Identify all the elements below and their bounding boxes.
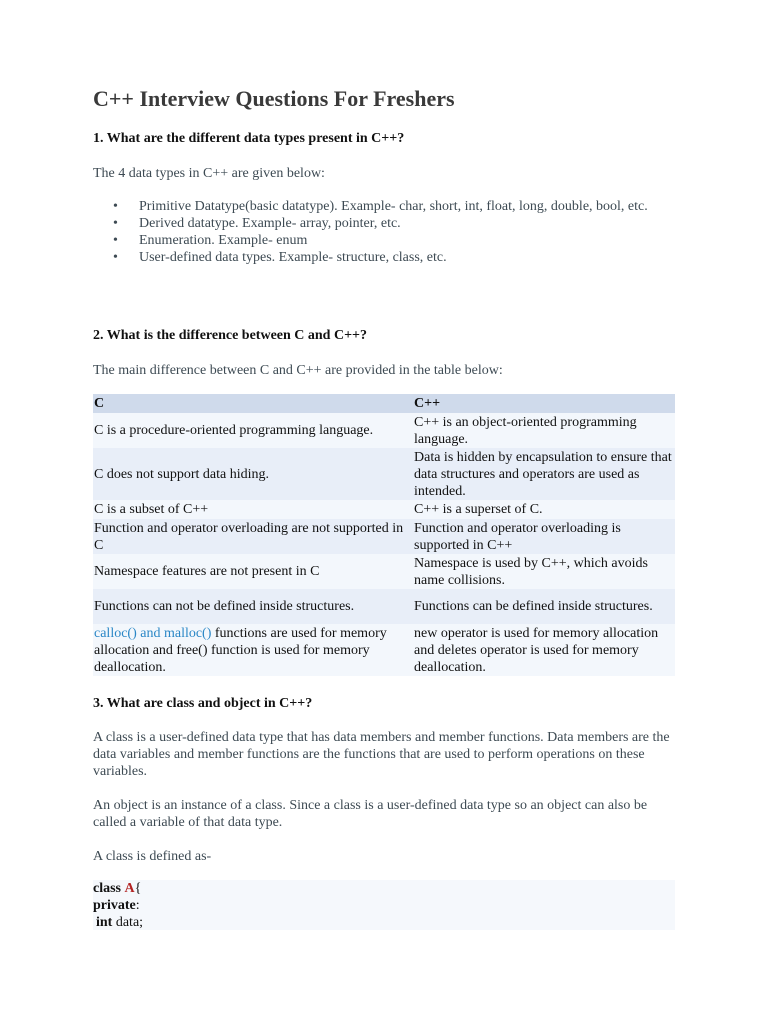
calloc-malloc-link[interactable]: calloc() and malloc() bbox=[94, 625, 212, 641]
code-keyword: int bbox=[96, 915, 113, 930]
list-item-text: Primitive Datatype(basic datatype). Example- char, short, int, float, long, double, bool, etc. bbox=[139, 199, 648, 214]
table-cell: new operator is used for memory allocation and deletes operator is used for memory deallocation. bbox=[413, 624, 675, 676]
list-item-text: Derived datatype. Example- array, pointer, etc. bbox=[139, 216, 401, 231]
question-1-intro: The 4 data types in C++ are given below: bbox=[93, 166, 325, 181]
table-cell-text: functions are used for memory allocation and free() function is used for memory deallocation. bbox=[94, 625, 387, 675]
class-syntax-intro: A class is defined as- bbox=[93, 849, 212, 864]
table-cell: Function and operator overloading is supported in C++ bbox=[413, 519, 675, 554]
table-cell: C is a subset of C++ bbox=[93, 500, 413, 519]
list-item-text: Enumeration. Example- enum bbox=[139, 233, 308, 248]
column-header-cpp: C++ bbox=[413, 394, 675, 413]
code-text: data; bbox=[112, 915, 144, 930]
table-cell: C is a procedure-oriented programming language. bbox=[93, 413, 413, 448]
table-cell bbox=[93, 624, 413, 676]
list-item bbox=[93, 215, 653, 232]
table-cell: Namespace is used by C++, which avoids name collisions. bbox=[413, 554, 675, 589]
code-text: { bbox=[134, 881, 142, 896]
code-line bbox=[93, 914, 675, 931]
table-row bbox=[93, 448, 675, 500]
code-line bbox=[93, 880, 675, 897]
table-cell: Functions can not be defined inside structures. bbox=[93, 589, 413, 624]
table-row bbox=[93, 500, 675, 519]
table-row bbox=[93, 519, 675, 554]
comparison-table bbox=[93, 394, 675, 676]
code-text: : bbox=[135, 898, 140, 913]
bullet-icon: • bbox=[113, 216, 118, 231]
code-keyword: class bbox=[93, 881, 121, 896]
list-item bbox=[93, 232, 653, 249]
table-row bbox=[93, 589, 675, 624]
table-row bbox=[93, 554, 675, 589]
table-row bbox=[93, 413, 675, 448]
column-header-c: C bbox=[93, 394, 413, 413]
table-cell: C does not support data hiding. bbox=[93, 448, 413, 500]
table-cell: C++ is an object-oriented programming language. bbox=[413, 413, 675, 448]
table-cell: Functions can be defined inside structures. bbox=[413, 589, 675, 624]
table-cell: Data is hidden by encapsulation to ensure that data structures and operators are used as intended. bbox=[413, 448, 675, 500]
list-item-text: User-defined data types. Example- structure, class, etc. bbox=[139, 250, 447, 265]
list-item bbox=[93, 249, 653, 266]
question-3-heading: 3. What are class and object in C++? bbox=[93, 696, 313, 711]
page-title: C++ Interview Questions For Freshers bbox=[93, 86, 455, 111]
list-item bbox=[93, 198, 653, 215]
class-definition-paragraph: A class is a user-defined data type that has data members and member functions. Data members are the data variables and member functions are the functions that are used to perform operations on these variables. bbox=[93, 730, 670, 779]
code-class-name: A bbox=[124, 881, 135, 896]
object-definition-paragraph: An object is an instance of a class. Since a class is a user-defined data type so an object can also be called a variable of that data type. bbox=[93, 798, 648, 830]
table-cell: C++ is a superset of C. bbox=[413, 500, 675, 519]
bullet-icon: • bbox=[113, 199, 118, 214]
question-2-heading: 2. What is the difference between C and C++? bbox=[93, 328, 368, 343]
question-1-heading: 1. What are the different data types present in C++? bbox=[93, 131, 405, 146]
data-types-list bbox=[93, 198, 653, 266]
bullet-icon: • bbox=[113, 250, 118, 265]
code-block bbox=[93, 880, 675, 930]
code-line bbox=[93, 897, 675, 914]
table-header-row bbox=[93, 394, 675, 413]
table-cell: Function and operator overloading are not supported in C bbox=[93, 519, 413, 554]
bullet-icon: • bbox=[113, 233, 118, 248]
table-row bbox=[93, 624, 675, 676]
question-2-intro: The main difference between C and C++ are provided in the table below: bbox=[93, 363, 503, 378]
code-keyword: private bbox=[93, 898, 136, 913]
table-cell: Namespace features are not present in C bbox=[93, 554, 413, 589]
